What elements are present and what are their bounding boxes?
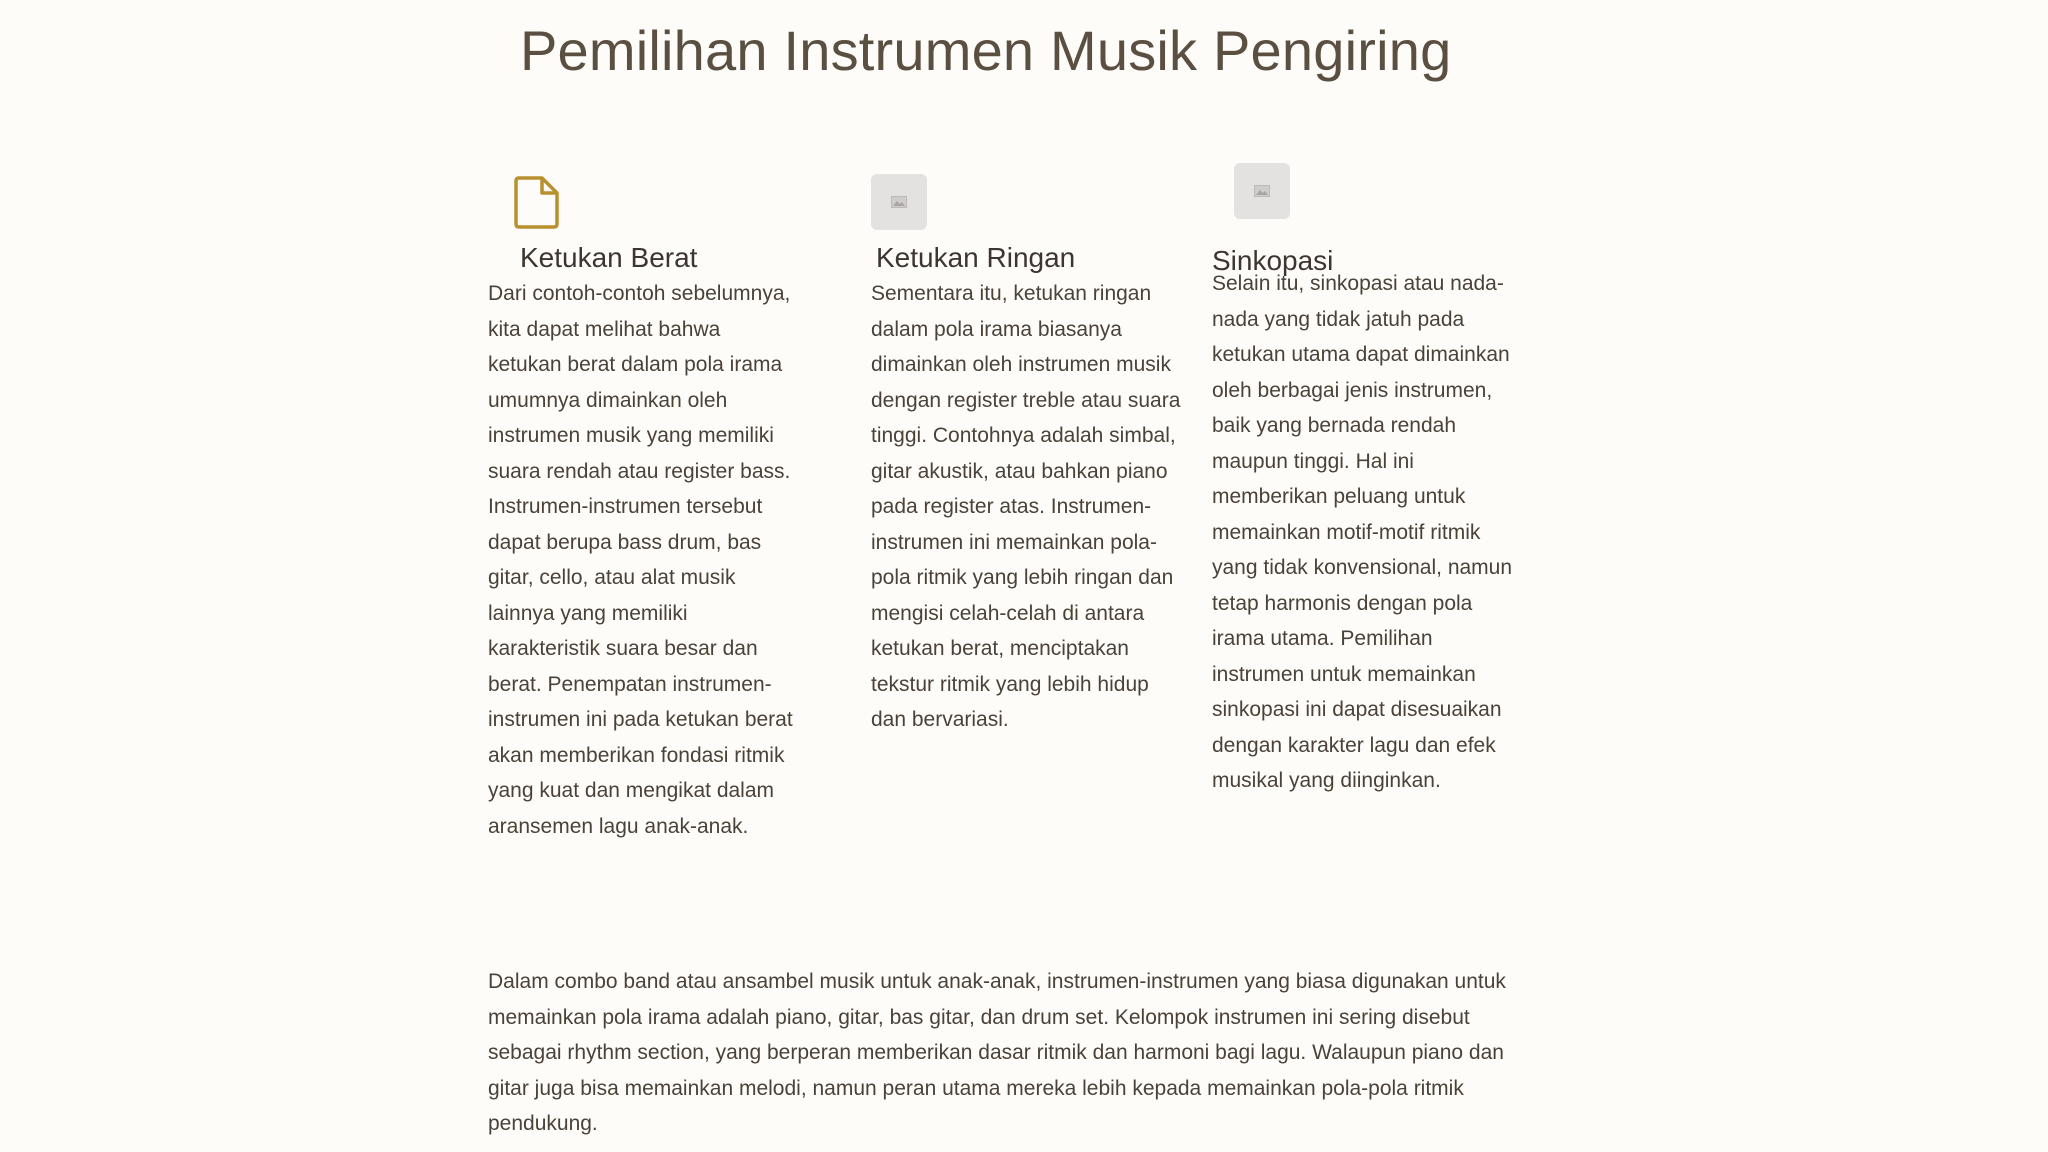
image-placeholder-icon xyxy=(871,174,927,230)
document-icon xyxy=(510,174,566,230)
column-text: Sementara itu, ketukan ringan dalam pola irama biasanya dimainkan oleh instrumen musik dengan register treble atau suara tinggi. Contohnya adalah simbal, gitar akustik, atau bahkan piano pada register atas. Instrumen-instrumen ini memainkan pola-pola ritmik yang lebih ringan dan mengisi celah-celah di antara ketukan berat, menciptakan tekstur ritmik yang lebih hidup dan bervariasi. xyxy=(871,282,1181,731)
image-placeholder-icon xyxy=(1234,163,1290,219)
page-title: Pemilihan Instrumen Musik Pengiring xyxy=(520,19,1452,82)
column-heading: Ketukan Berat xyxy=(520,242,698,273)
column-heading: Sinkopasi xyxy=(1212,245,1334,276)
column-text: Dari contoh-contoh sebelumnya, kita dapat melihat bahwa ketukan berat dalam pola irama umumnya dimainkan oleh instrumen musik yang memiliki suara rendah atau register bass. Instrumen-instrumen tersebut dapat berupa bass drum, bas gitar, cello, atau alat musik lainnya yang memiliki karakteristik suara besar dan berat. Penempatan instrumen-instrumen ini pada ketukan berat akan memberikan fondasi ritmik yang kuat dan mengikat dalam aransemen lagu anak-anak. xyxy=(488,282,793,838)
column-heading: Ketukan Ringan xyxy=(876,242,1076,273)
column-text: Selain itu, sinkopasi atau nada-nada yang tidak jatuh pada ketukan utama dapat dimainkan oleh berbagai jenis instrumen, baik yang bernada rendah maupun tinggi. Hal ini memberikan peluang untuk memainkan motif-motif ritmik yang tidak konvensional, namun tetap harmonis dengan pola irama utama. Pemilihan instrumen untuk memainkan sinkopasi ini dapat disesuaikan dengan karakter lagu dan efek musikal yang diinginkan. xyxy=(1212,272,1513,792)
footer-paragraph: Dalam combo band atau ansambel musik untuk anak-anak, instrumen-instrumen yang biasa digunakan untuk memainkan pola irama adalah piano, gitar, bas gitar, dan drum set. Kelompok instrumen ini sering disebut sebagai rhythm section, yang berperan memberikan dasar ritmik dan harmoni bagi lagu. Walaupun piano dan gitar juga bisa memainkan melodi, namun peran utama mereka lebih kepada memainkan pola-pola ritmik pendukung. xyxy=(488,970,1506,1135)
